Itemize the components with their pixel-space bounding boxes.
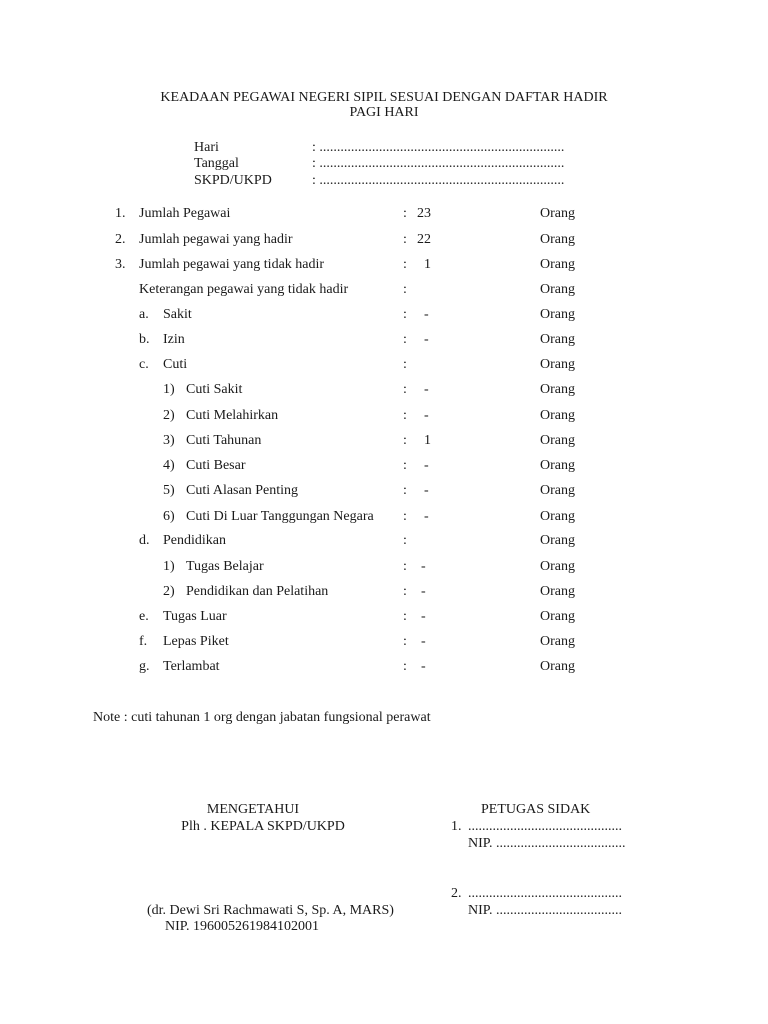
row-number: 2.	[115, 232, 126, 247]
row-value: 23	[417, 206, 431, 221]
row-number: 1.	[115, 206, 126, 221]
row-unit: Orang	[540, 382, 575, 397]
row-unit: Orang	[540, 357, 575, 372]
row-value: -	[424, 458, 429, 473]
row-number: 5)	[163, 483, 175, 498]
row-number: 1)	[163, 382, 175, 397]
row-unit: Orang	[540, 509, 575, 524]
row-number: 2)	[163, 408, 175, 423]
row-value: -	[424, 332, 429, 347]
officer-2-nip: NIP. ....................................	[468, 903, 623, 918]
row-colon: :	[403, 408, 407, 423]
row-unit: Orang	[540, 659, 575, 674]
row-number: f.	[139, 634, 148, 649]
signature-left-nip: NIP. 196005261984102001	[165, 919, 320, 934]
row-value: 22	[417, 232, 431, 247]
row-value: -	[421, 559, 426, 574]
row-colon: :	[403, 257, 407, 272]
signature-left-position: Plh . KEPALA SKPD/UKPD	[181, 819, 345, 834]
row-colon: :	[403, 609, 407, 624]
row-label: Cuti Tahunan	[186, 433, 262, 448]
signature-left-name: (dr. Dewi Sri Rachmawati S, Sp. A, MARS)	[147, 903, 394, 918]
row-label: Keterangan pegawai yang tidak hadir	[139, 282, 349, 297]
row-number: e.	[139, 609, 149, 624]
row-label: Cuti Alasan Penting	[186, 483, 298, 498]
row-unit: Orang	[540, 232, 575, 247]
row-value: -	[424, 408, 429, 423]
row-label: Jumlah Pegawai	[139, 206, 231, 221]
row-colon: :	[403, 634, 407, 649]
row-number: 3.	[115, 257, 126, 272]
row-value: -	[424, 382, 429, 397]
officer-2-number: 2.	[451, 886, 462, 901]
row-colon: :	[403, 458, 407, 473]
field-label-tanggal: Tanggal	[194, 156, 239, 171]
row-label: Cuti Melahirkan	[186, 408, 279, 423]
officer-2-name-line: ............................................	[468, 886, 622, 901]
signature-left-heading: MENGETAHUI	[206, 802, 300, 817]
row-label: Pendidikan dan Pelatihan	[186, 584, 329, 599]
row-unit: Orang	[540, 257, 575, 272]
row-unit: Orang	[540, 483, 575, 498]
row-colon: :	[403, 206, 407, 221]
row-value: 1	[424, 257, 431, 272]
row-label: Tugas Luar	[163, 609, 227, 624]
row-value: -	[424, 307, 429, 322]
row-colon: :	[403, 533, 407, 548]
row-number: 1)	[163, 559, 175, 574]
row-value: -	[421, 584, 426, 599]
row-label: Pendidikan	[163, 533, 226, 548]
document-title-line2: PAGI HARI	[349, 105, 419, 120]
row-value: -	[421, 659, 426, 674]
row-label: Cuti Sakit	[186, 382, 243, 397]
row-colon: :	[403, 659, 407, 674]
officer-1-nip: NIP. .....................................	[468, 836, 626, 851]
field-label-skpd: SKPD/UKPD	[194, 173, 272, 188]
row-label: Lepas Piket	[163, 634, 229, 649]
officer-1-number: 1.	[451, 819, 462, 834]
row-number: b.	[139, 332, 150, 347]
row-label: Sakit	[163, 307, 192, 322]
row-value: -	[424, 509, 429, 524]
row-number: 2)	[163, 584, 175, 599]
row-colon: :	[403, 232, 407, 247]
row-colon: :	[403, 332, 407, 347]
row-value: -	[421, 634, 426, 649]
row-label: Cuti Besar	[186, 458, 246, 473]
row-value: -	[421, 609, 426, 624]
row-unit: Orang	[540, 307, 575, 322]
row-value: 1	[424, 433, 431, 448]
row-unit: Orang	[540, 458, 575, 473]
row-number: 3)	[163, 433, 175, 448]
officer-1-name-line: ............................................	[468, 819, 622, 834]
row-number: 6)	[163, 509, 175, 524]
row-colon: :	[403, 382, 407, 397]
field-value-skpd: : ......................................................................	[312, 173, 565, 188]
row-unit: Orang	[540, 559, 575, 574]
field-value-hari: : ......................................................................	[312, 140, 565, 155]
row-unit: Orang	[540, 206, 575, 221]
row-colon: :	[403, 307, 407, 322]
row-colon: :	[403, 433, 407, 448]
row-label: Jumlah pegawai yang tidak hadir	[139, 257, 325, 272]
field-value-tanggal: : ......................................................................	[312, 156, 565, 171]
row-colon: :	[403, 584, 407, 599]
row-number: c.	[139, 357, 149, 372]
row-colon: :	[403, 282, 407, 297]
row-unit: Orang	[540, 408, 575, 423]
row-number: d.	[139, 533, 150, 548]
row-label: Cuti	[163, 357, 188, 372]
row-unit: Orang	[540, 282, 575, 297]
row-label: Jumlah pegawai yang hadir	[139, 232, 293, 247]
document-title-line1: KEADAAN PEGAWAI NEGERI SIPIL SESUAI DENGAN DAFTAR HADIR	[160, 90, 608, 105]
row-unit: Orang	[540, 533, 575, 548]
row-unit: Orang	[540, 634, 575, 649]
row-number: 4)	[163, 458, 175, 473]
row-label: Terlambat	[163, 659, 220, 674]
row-number: g.	[139, 659, 150, 674]
row-colon: :	[403, 559, 407, 574]
row-unit: Orang	[540, 433, 575, 448]
row-value: -	[424, 483, 429, 498]
row-colon: :	[403, 483, 407, 498]
row-colon: :	[403, 509, 407, 524]
row-colon: :	[403, 357, 407, 372]
signature-right-heading: PETUGAS SIDAK	[481, 802, 591, 817]
field-label-hari: Hari	[194, 140, 219, 155]
row-unit: Orang	[540, 584, 575, 599]
note-text: Note : cuti tahunan 1 org dengan jabatan fungsional perawat	[93, 710, 431, 725]
row-label: Cuti Di Luar Tanggungan Negara	[186, 509, 374, 524]
row-number: a.	[139, 307, 149, 322]
row-label: Izin	[163, 332, 185, 347]
row-label: Tugas Belajar	[186, 559, 264, 574]
row-unit: Orang	[540, 609, 575, 624]
row-unit: Orang	[540, 332, 575, 347]
